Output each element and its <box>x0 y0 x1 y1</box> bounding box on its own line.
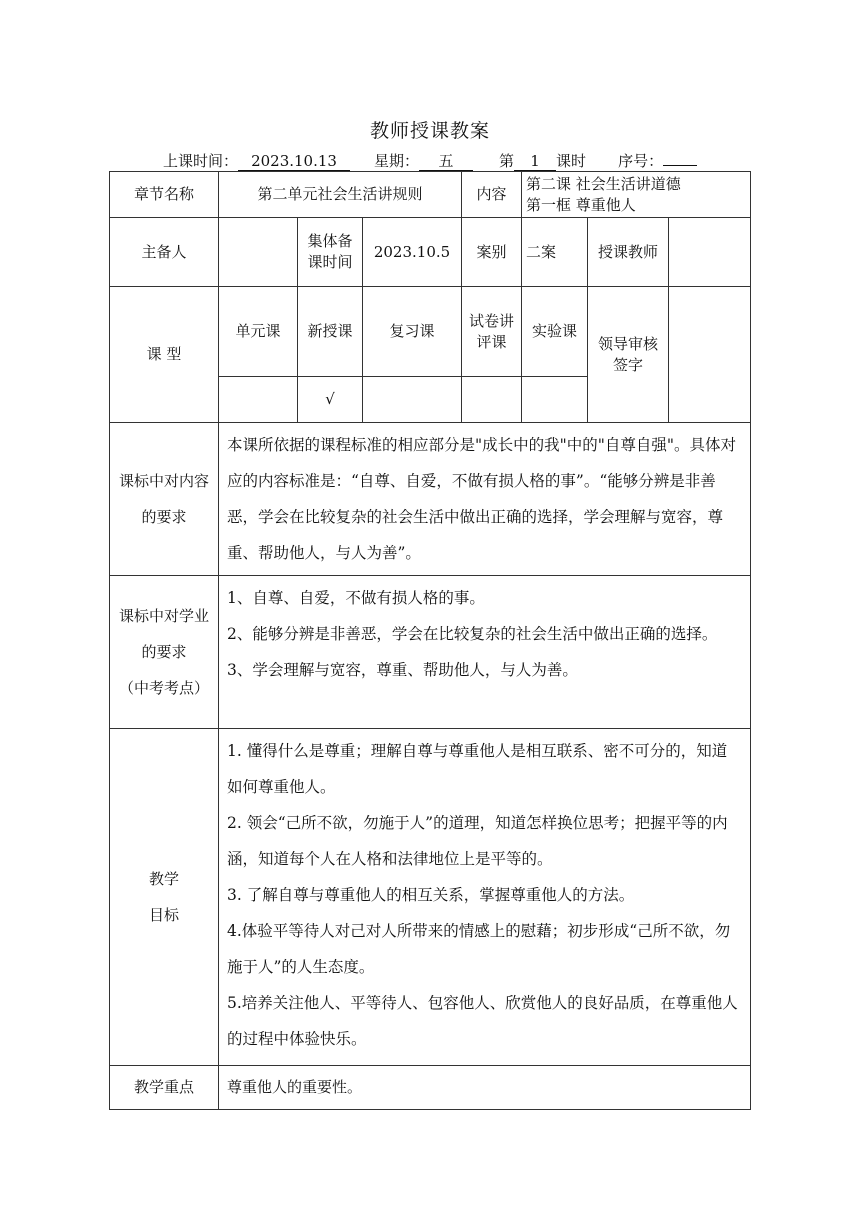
academic-label <box>110 576 219 729</box>
academic-item: 1、自尊、自爱，不做有损人格的事。 <box>227 589 485 607</box>
type-mark-unit <box>219 377 298 423</box>
type-mark-exam-review <box>462 377 522 423</box>
goal-item: 1. 懂得什么是尊重；理解自尊与尊重他人是相互联系、密不可分的，知道如何尊重他人。 <box>227 742 728 796</box>
seq-label: 序号： <box>618 152 664 170</box>
plan-value: 二案 <box>522 218 588 287</box>
date-label: 上课时间： <box>163 152 239 170</box>
preparer-value <box>219 218 298 287</box>
academic-label-line-2: （中考考点） <box>118 679 209 697</box>
leader-value <box>669 287 751 423</box>
type-exam-review: 试卷讲评课 <box>462 287 522 377</box>
type-mark-review <box>363 377 462 423</box>
goals-label-line-2: 目标 <box>148 906 179 924</box>
group-prep-label: 集体备课时间 <box>298 218 363 287</box>
academic-items <box>219 576 751 729</box>
group-prep-value: 2023.10.5 <box>363 218 462 287</box>
leader-label: 领导审核签字 <box>588 287 669 423</box>
weekday-label: 星期： <box>374 152 420 170</box>
period-value: 1 <box>514 153 556 171</box>
content-value <box>522 172 751 218</box>
chapter-label: 章节名称 <box>110 172 219 218</box>
type-unit: 单元课 <box>219 287 298 377</box>
goal-item: 2. 领会“己所不欲，勿施于人”的道理，知道怎样换位思考；把握平等的内涵，知道每个人在人格和法律地位上是平等的。 <box>227 814 728 868</box>
goals-list <box>219 729 751 1066</box>
row-preparer <box>110 218 751 287</box>
goals-label-line-1: 教学 <box>148 870 179 888</box>
standard-label: 课标中对内容的要求 <box>110 423 219 576</box>
type-label: 课 型 <box>110 287 219 423</box>
content-line-1: 第二课 社会生活讲道德 <box>526 174 681 193</box>
row-chapter <box>110 172 751 218</box>
standard-paragraph: 本课所依据的课程标准的相应部分是"成长中的我"中的"自尊自强"。具体对应的内容标准是：“自尊、自爱，不做有损人格的事”。“能够分辨是非善恶，学会在比较复杂的社会生活中做出正确的选择，学会理解与宽容，尊重、帮助他人，与人为善”。 <box>227 436 737 562</box>
academic-item: 2、能够分辨是非善恶，学会在比较复杂的社会生活中做出正确的选择。 <box>227 625 718 643</box>
goals-label <box>110 729 219 1066</box>
chapter-value: 第二单元社会生活讲规则 <box>219 172 462 218</box>
teacher-value <box>669 218 751 287</box>
period-suffix: 课时 <box>556 152 587 170</box>
key-label: 教学重点 <box>110 1066 219 1110</box>
period-prefix: 第 <box>499 152 515 170</box>
row-standard <box>110 423 751 576</box>
seq-value <box>663 165 697 166</box>
goal-item: 4.体验平等待人对己对人所带来的情感上的慰藉；初步形成“己所不欲，勿施于人”的人生态度。 <box>227 922 731 976</box>
type-new: 新授课 <box>298 287 363 377</box>
lesson-plan-table <box>109 171 751 1110</box>
standard-text <box>219 423 751 576</box>
preparer-label: 主备人 <box>110 218 219 287</box>
key-value: 尊重他人的重要性。 <box>219 1066 751 1110</box>
weekday-value: 五 <box>419 153 473 171</box>
type-mark-new: √ <box>298 377 363 423</box>
lesson-meta-line <box>163 150 697 171</box>
type-mark-experiment <box>522 377 588 423</box>
row-goals <box>110 729 751 1066</box>
type-review: 复习课 <box>363 287 462 377</box>
content-label: 内容 <box>462 172 522 218</box>
academic-item: 3、学会理解与宽容，尊重、帮助他人，与人为善。 <box>227 661 578 679</box>
document-title: 教师授课教案 <box>369 120 490 142</box>
teacher-label: 授课教师 <box>588 218 669 287</box>
academic-label-line-1: 课标中对学业的要求 <box>118 607 209 661</box>
row-academic <box>110 576 751 729</box>
content-line-2: 第一框 尊重他人 <box>526 195 636 214</box>
row-type-names <box>110 287 751 377</box>
goal-item: 5.培养关注他人、平等待人、包容他人、欣赏他人的良好品质，在尊重他人的过程中体验快乐。 <box>227 994 738 1048</box>
goal-item: 3. 了解自尊与尊重他人的相互关系，掌握尊重他人的方法。 <box>227 886 635 904</box>
row-key-point <box>110 1066 751 1110</box>
plan-label: 案别 <box>462 218 522 287</box>
date-value: 2023.10.13 <box>238 153 350 171</box>
type-experiment: 实验课 <box>522 287 588 377</box>
